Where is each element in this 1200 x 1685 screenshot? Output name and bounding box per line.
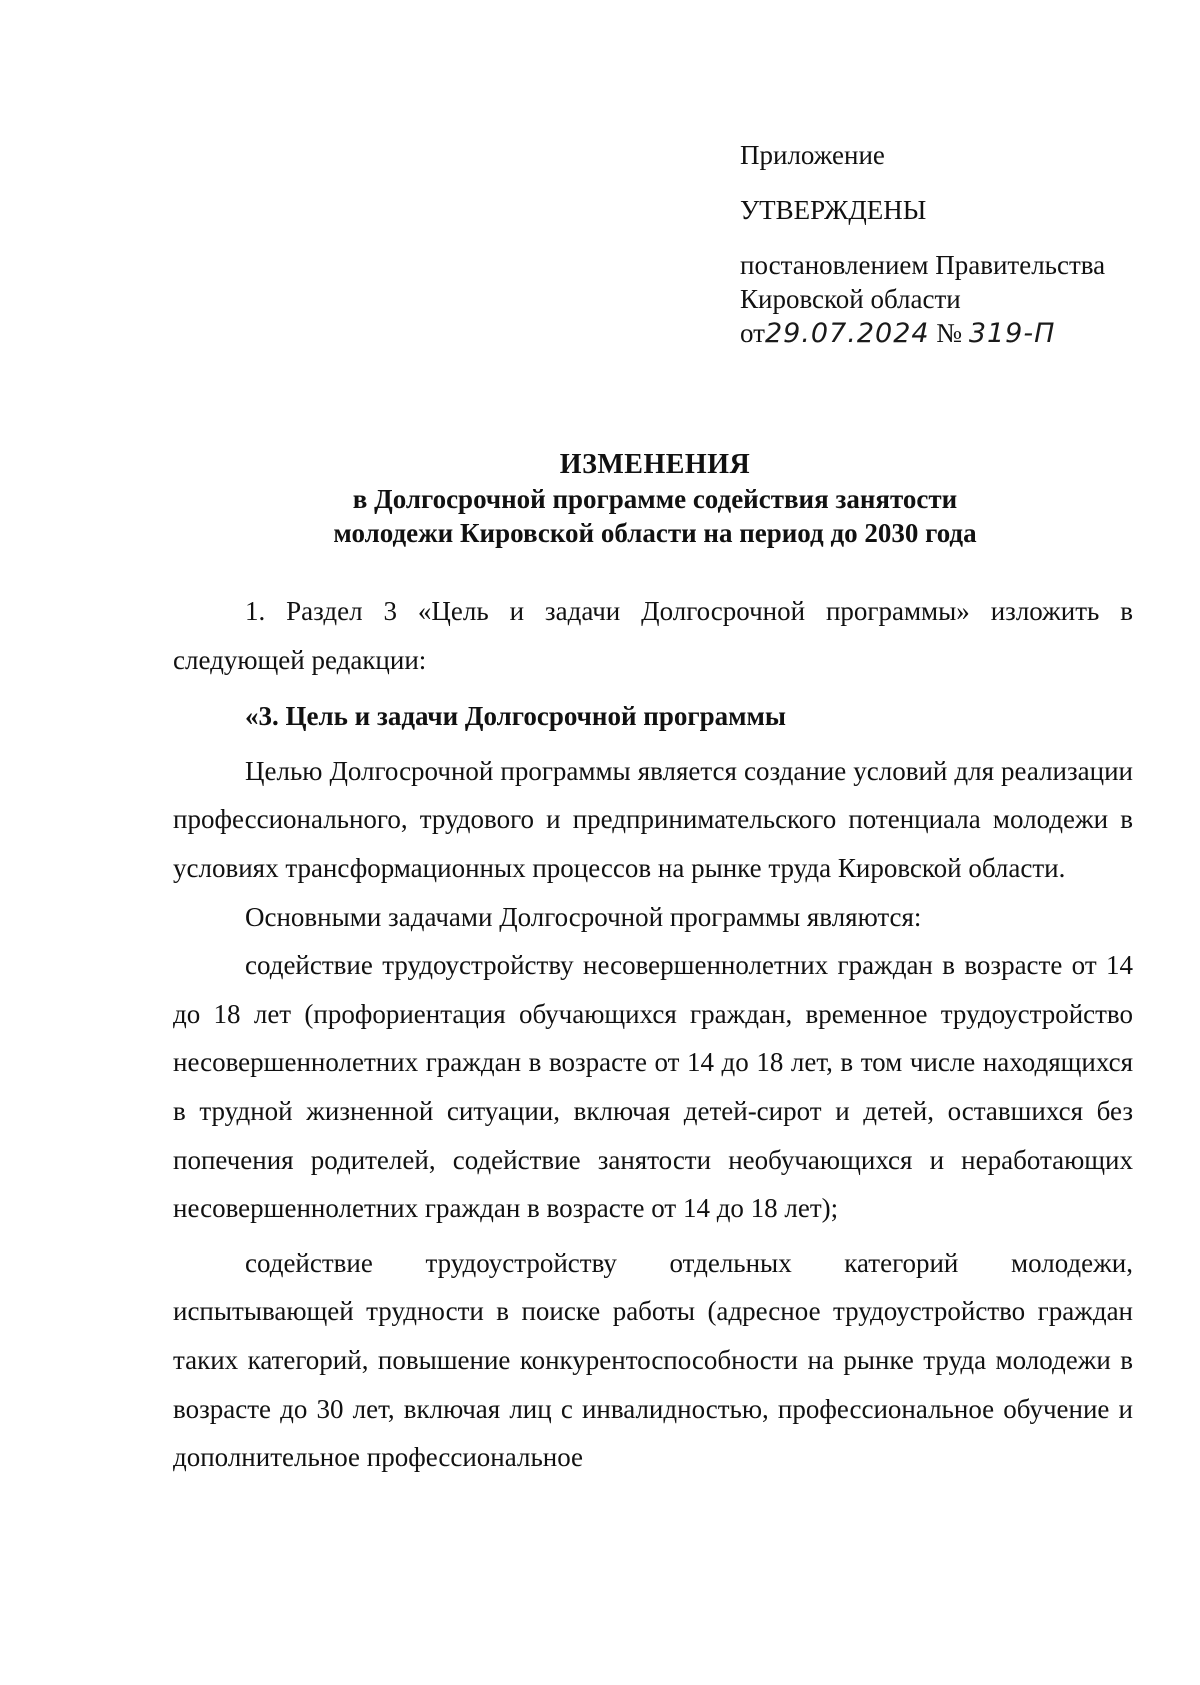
handwritten-date: 29.07.2024	[764, 318, 930, 349]
appendix-label: Приложение	[740, 140, 885, 170]
approval-block	[740, 138, 1170, 351]
title-line-1: в Долгосрочной программе содействия занятости	[352, 484, 958, 514]
decree-date-number	[740, 316, 1170, 351]
title-line-2: молодежи Кировской области на период до 2030 года	[333, 518, 977, 548]
section-heading: «3. Цель и задачи Долгосрочной программы	[245, 701, 786, 732]
decree-line-2: Кировской области	[740, 284, 961, 314]
title-main: ИЗМЕНЕНИЯ	[559, 449, 751, 480]
tasks-intro-paragraph: Основными задачами Долгосрочной программы являются:	[245, 901, 922, 932]
task-2-paragraph: содействие трудоустройству отдельных категорий молодежи, испытывающей трудности в поиске работы (адресное трудоустройство граждан таких категорий, повышение конкурентоспособности на рынке труда молодежи в возрасте до 30 лет, включая лиц с инвалидностью, профессиональное обучение и дополнительное профессиональное	[173, 1247, 1133, 1473]
handwritten-number: 319-П	[968, 318, 1056, 349]
goal-paragraph: Целью Долгосрочной программы является создание условий для реализации профессионального, трудового и предпринимательского потенциала молодежи в условиях трансформационных процессов на рынке труда Кировской области.	[173, 755, 1133, 883]
decree-line-1: постановлением Правительства	[740, 250, 1106, 280]
document-body	[173, 587, 1133, 1482]
approved-label: УТВЕРЖДЕНЫ	[740, 195, 927, 225]
item-1-paragraph: 1. Раздел 3 «Цель и задачи Долгосрочной программы» изложить в следующей редакции:	[173, 596, 1133, 675]
number-prefix: №	[936, 318, 963, 348]
document-title	[140, 448, 1170, 550]
task-1-paragraph: содействие трудоустройству несовершеннолетних граждан в возрасте от 14 до 18 лет (профориентация обучающихся граждан, временное трудоустройство несовершеннолетних граждан в возрасте от 14 до 18 лет, в том числе находящихся в трудной жизненной ситуации, включая детей-сирот и детей, оставшихся без попечения родителей, содействие занятости необучающихся и неработающих несовершеннолетних граждан в возрасте от 14 до 18 лет);	[173, 950, 1133, 1224]
date-prefix: от	[740, 318, 765, 348]
